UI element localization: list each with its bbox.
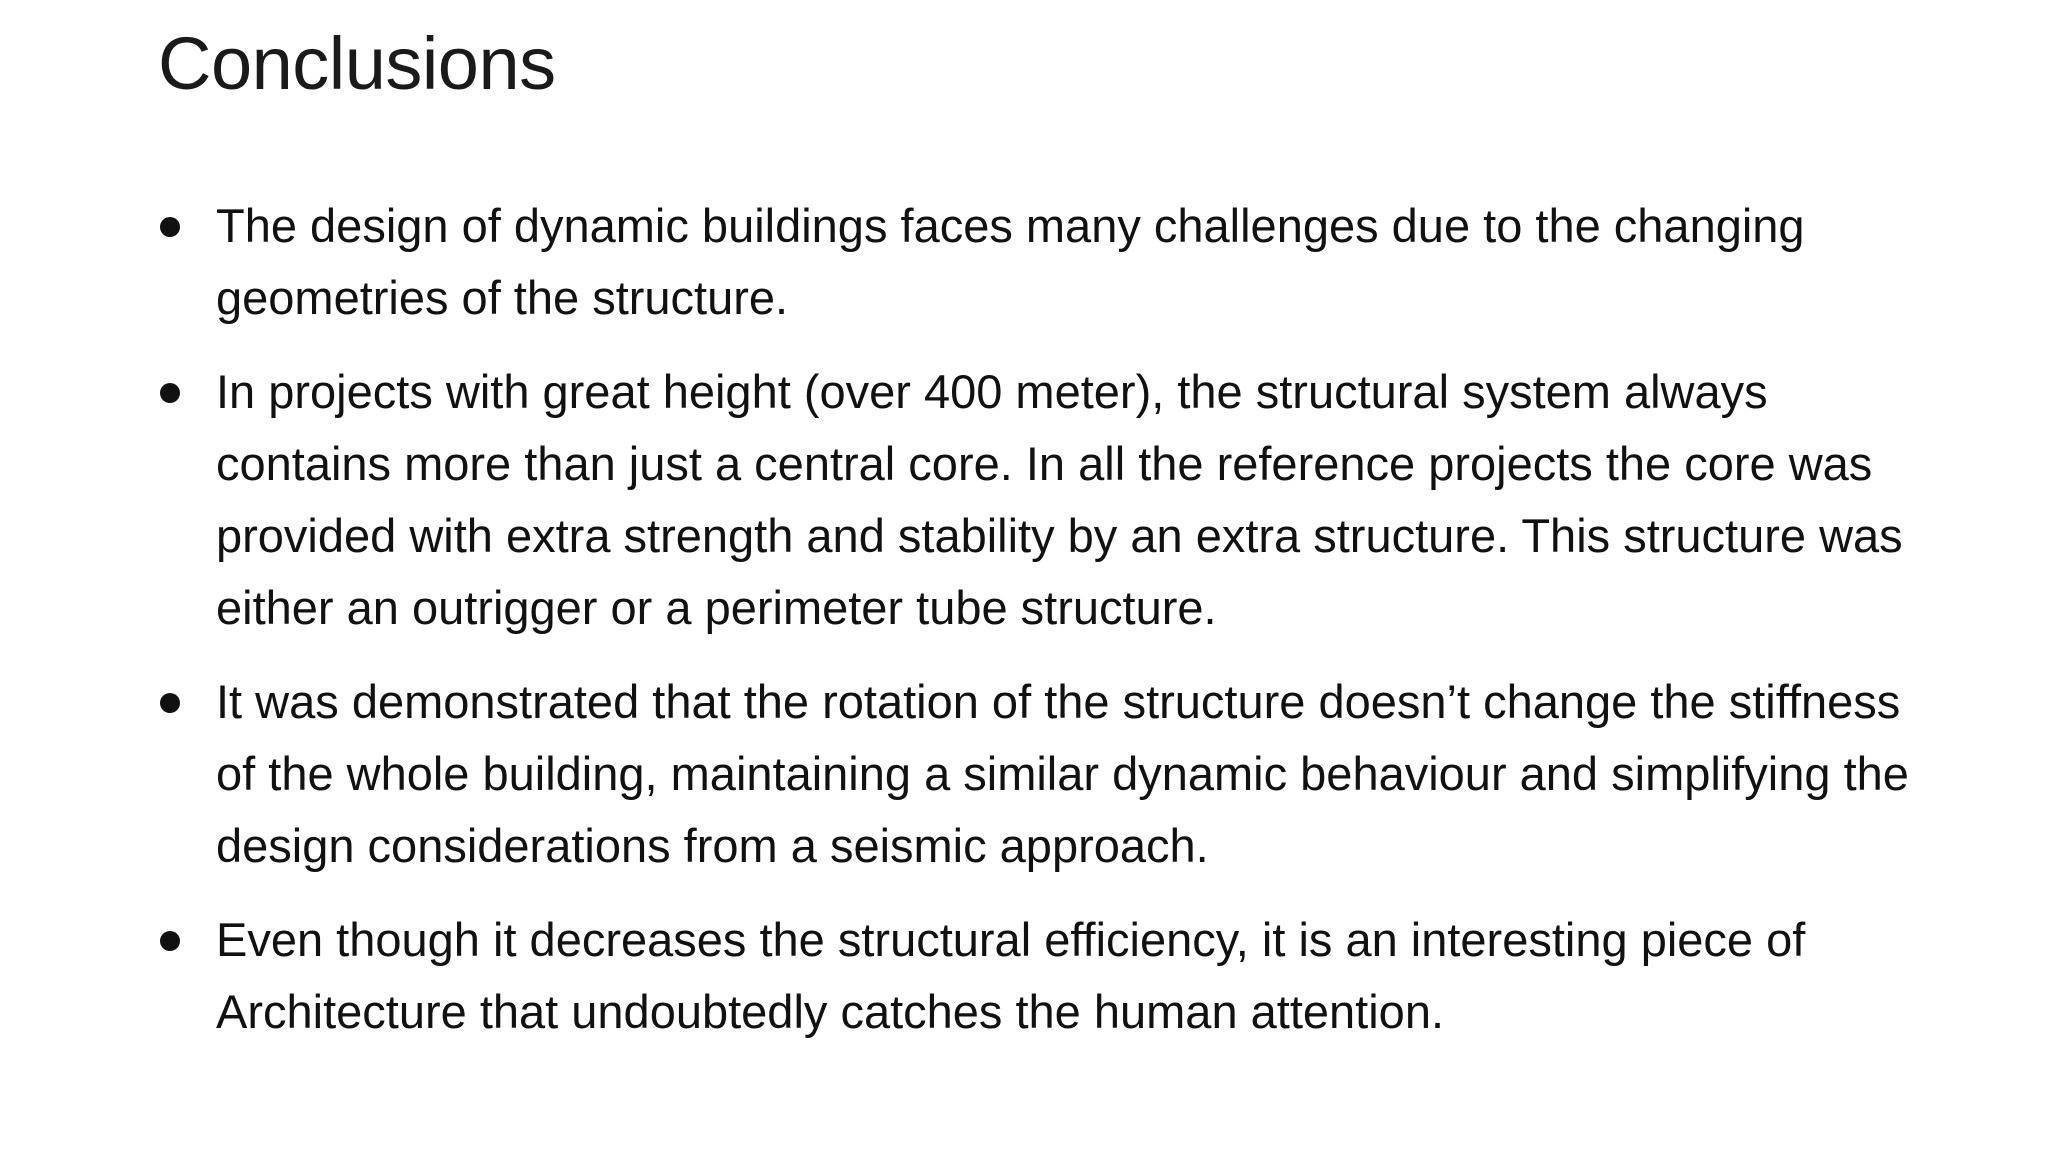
slide-title: Conclusions — [158, 22, 556, 105]
bullet-item — [158, 356, 1918, 644]
bullet-text: It was demonstrated that the rotation of the structure doesn’t change the stiffness of the whole building, maintaining a similar dynamic behaviour and simplifying the design considerations from a seismic approach. — [216, 675, 1909, 872]
bullet-item — [158, 190, 1918, 334]
bullet-dot-icon — [160, 693, 180, 713]
bullet-dot-icon — [160, 383, 180, 403]
bullet-text: Even though it decreases the structural efficiency, it is an interesting piece of Architecture that undoubtedly catches the human attention. — [216, 913, 1806, 1038]
bullet-dot-icon — [160, 217, 180, 237]
bullet-dot-icon — [160, 931, 180, 951]
bullet-item — [158, 666, 1918, 882]
bullet-text: The design of dynamic buildings faces many challenges due to the changing geometries of the structure. — [216, 199, 1805, 324]
bullet-item — [158, 904, 1918, 1048]
bullet-list — [158, 190, 1918, 1070]
bullet-text: In projects with great height (over 400 meter), the structural system always contains more than just a central core. In all the reference projects the core was provided with extra strength and stability by an extra structure. This structure was either an outrigger or a perimeter tube structure. — [216, 365, 1903, 634]
